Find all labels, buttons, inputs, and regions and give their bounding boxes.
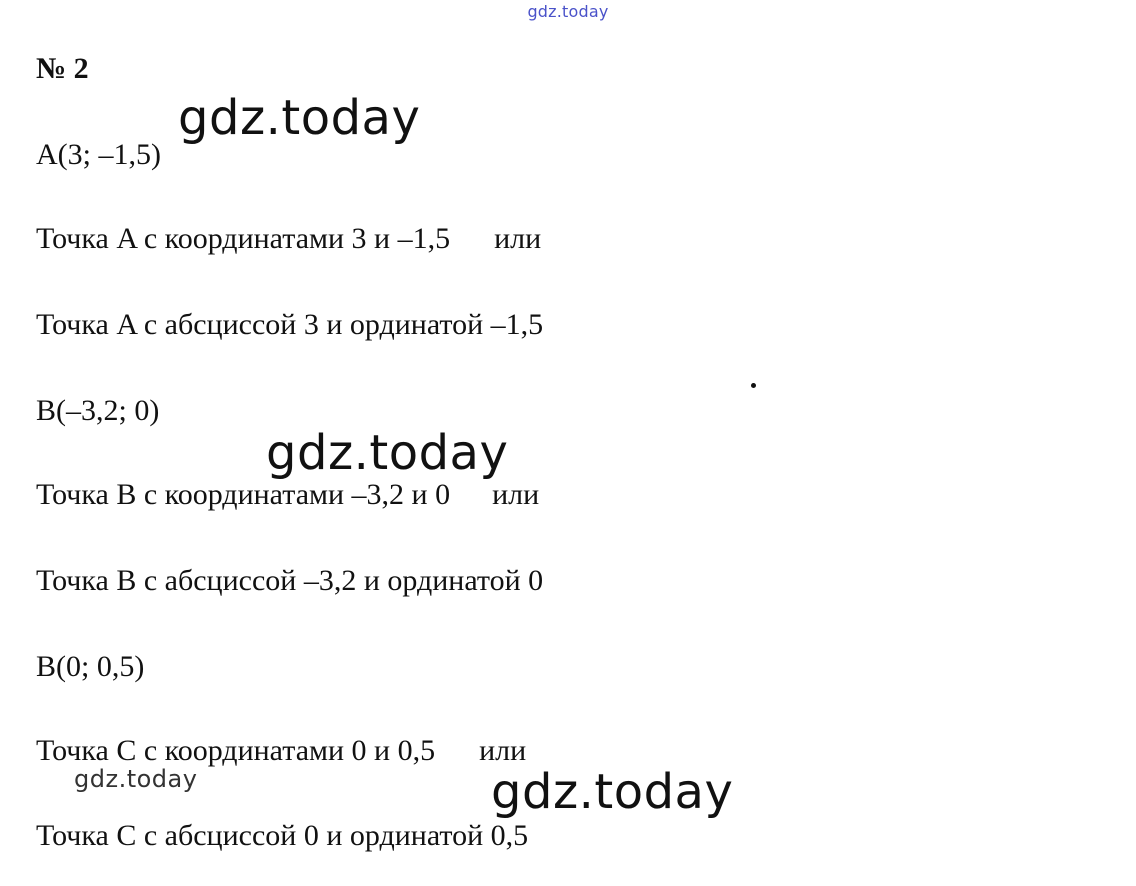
point-c-coordinates: B(0; 0,5) (36, 650, 145, 683)
line-suffix-or: или (494, 222, 542, 255)
header-watermark: gdz.today (527, 2, 609, 21)
point-a-description-coordinates (36, 221, 541, 257)
line-text: Точка C с координатами 0 и 0,5 (36, 734, 436, 767)
line-text: Точка A с координатами 3 и –1,5 (36, 222, 451, 255)
stray-dot (751, 383, 756, 388)
point-a-coordinates: A(3; –1,5) (36, 138, 161, 171)
point-b-description-abscissa: Точка B с абсциссой –3,2 и ординатой 0 (36, 564, 544, 597)
watermark-3: gdz.today (491, 764, 734, 820)
line-text: Точка B с координатами –3,2 и 0 (36, 478, 451, 511)
watermark-4: gdz.today (74, 765, 198, 793)
point-c-description-abscissa: Точка C с абсциссой 0 и ординатой 0,5 (36, 819, 529, 852)
point-b-coordinates: B(–3,2; 0) (36, 394, 160, 427)
line-suffix-or: или (492, 478, 540, 511)
point-b-description-coordinates (36, 477, 539, 513)
exercise-number: № 2 (36, 52, 89, 85)
watermark-1: gdz.today (178, 90, 421, 146)
point-a-description-abscissa: Точка A с абсциссой 3 и ординатой –1,5 (36, 308, 544, 341)
line-suffix-or: или (479, 734, 527, 767)
watermark-2: gdz.today (266, 425, 509, 481)
point-c-description-coordinates (36, 733, 526, 769)
